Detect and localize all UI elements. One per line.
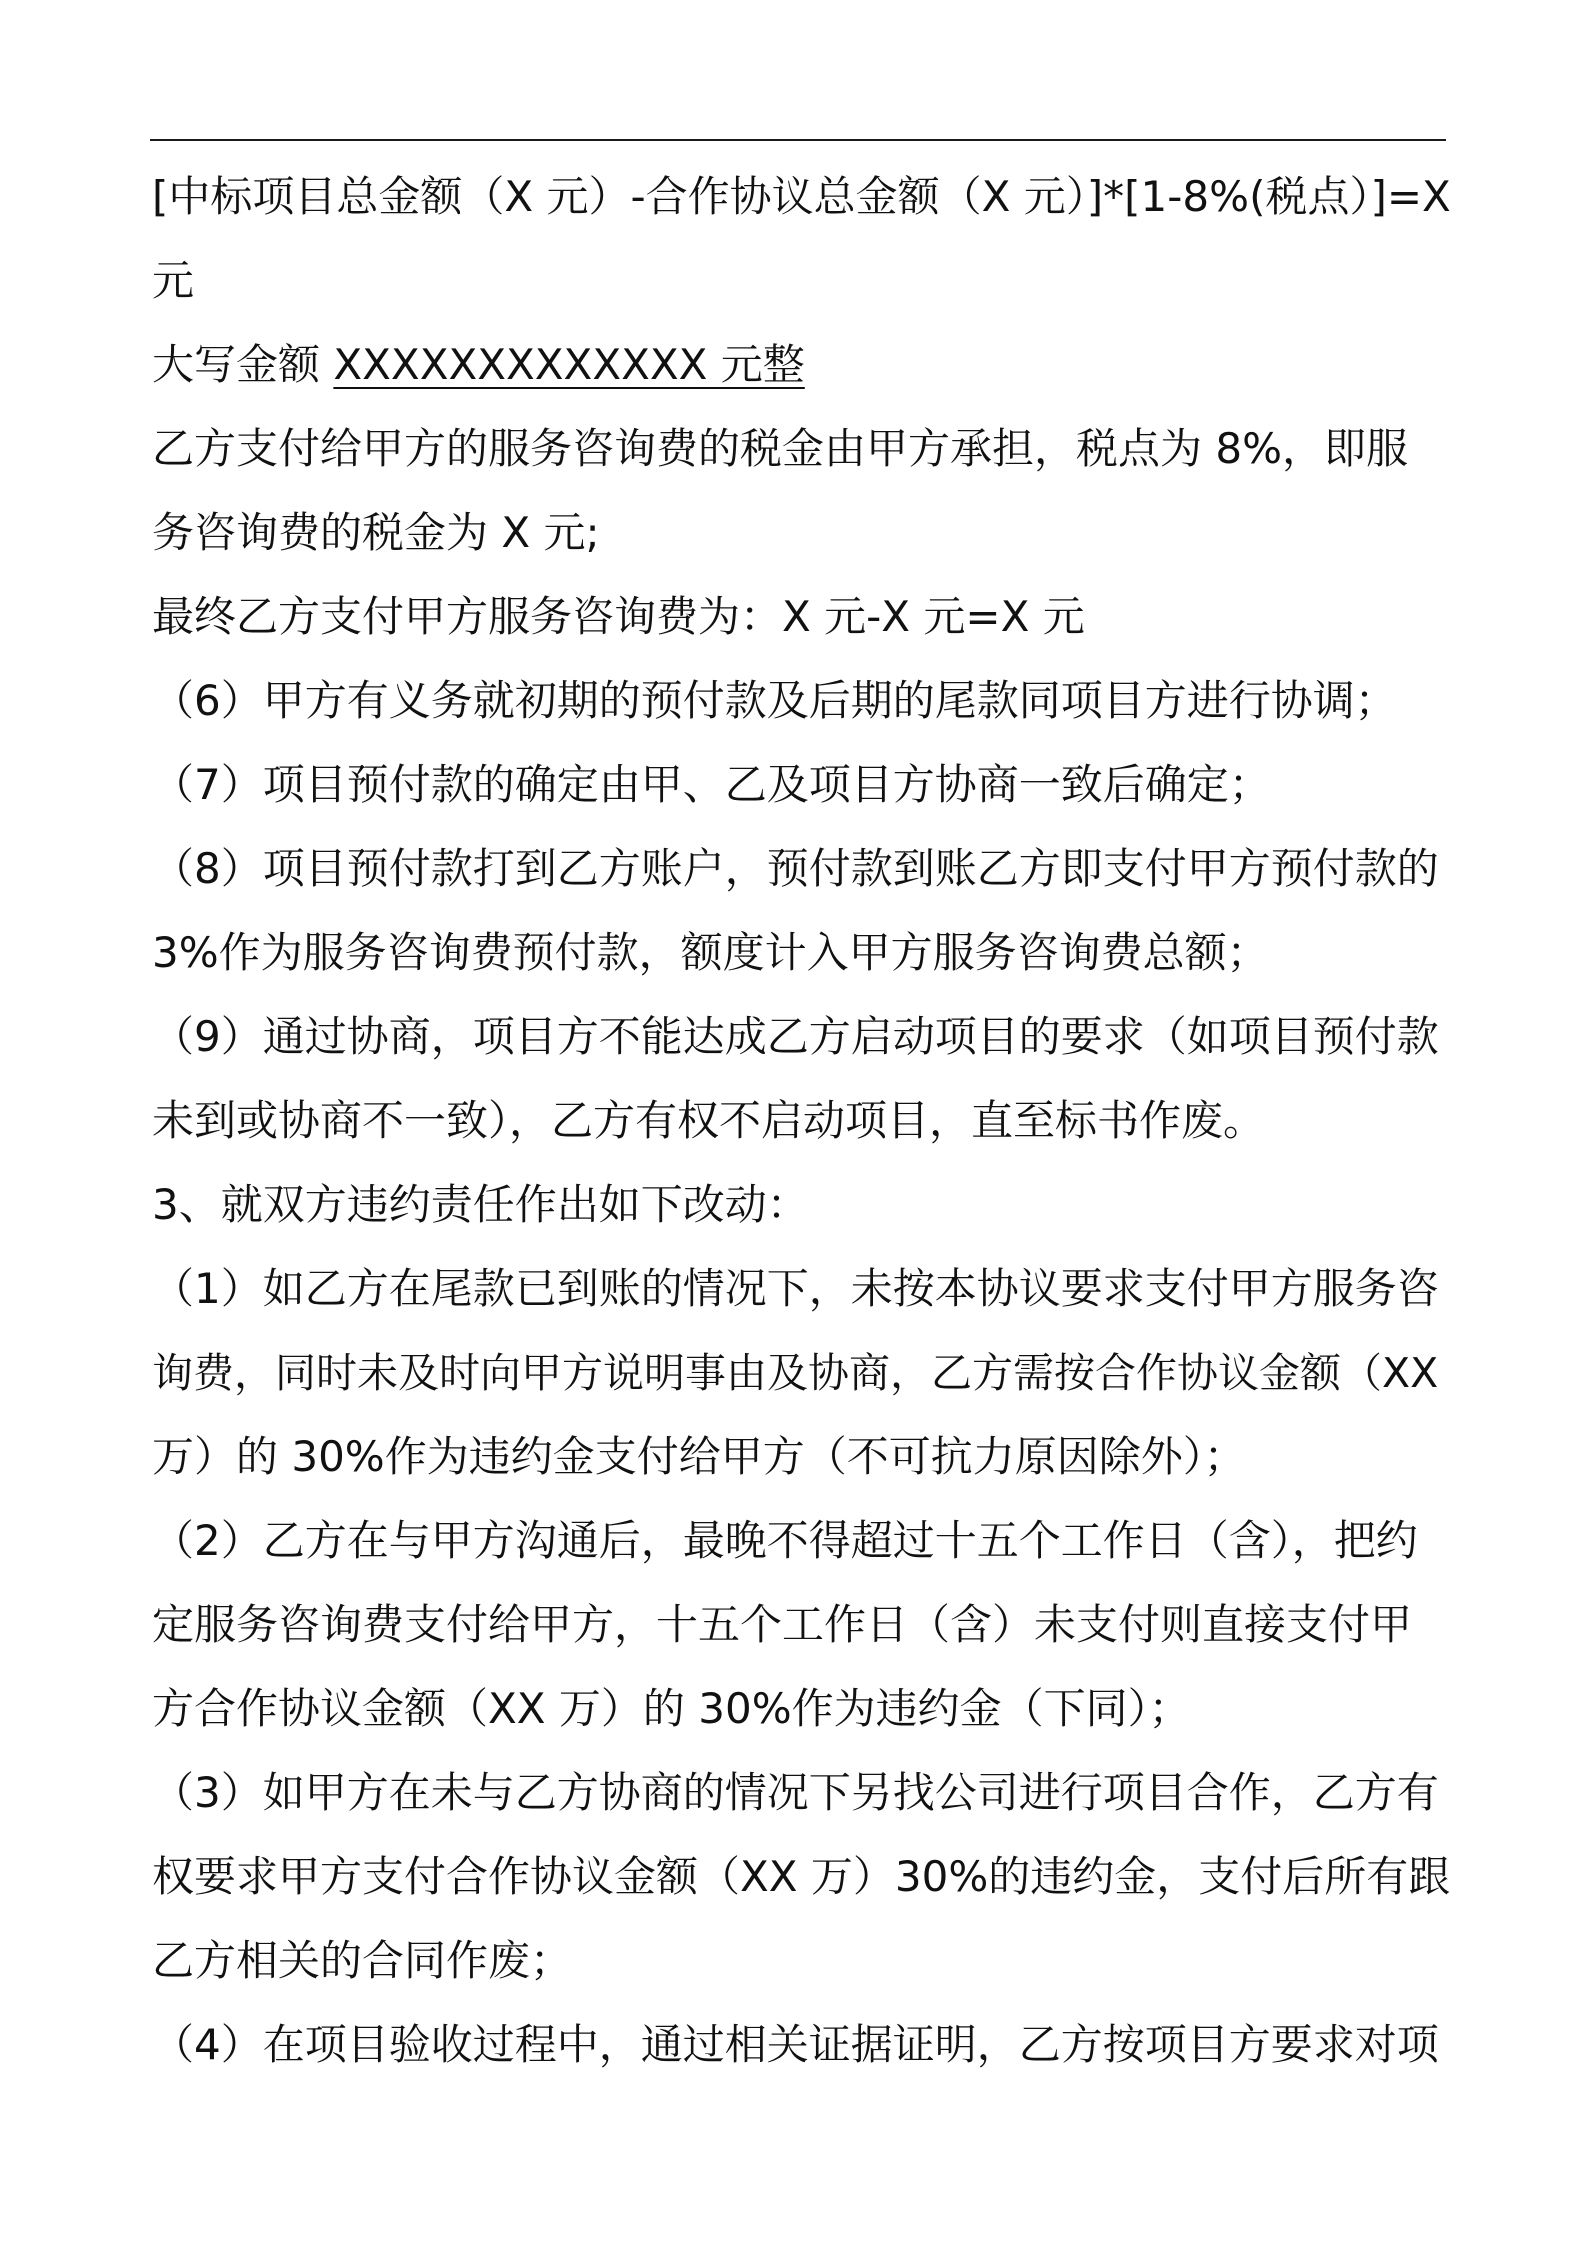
paragraph-line: 务咨询费的税金为 X 元; (152, 508, 600, 557)
clause-6: （6）甲方有义务就初期的预付款及后期的尾款同项目方进行协调； (152, 676, 1397, 725)
breach-clause-2-cont: 定服务咨询费支付给甲方，十五个工作日（含）未支付则直接支付甲 (152, 1600, 1413, 1649)
formula-line-cont: 元 (152, 256, 195, 305)
breach-clause-1-cont: 万）的 30%作为违约金支付给甲方（不可抗力原因除外）； (152, 1432, 1246, 1481)
section-heading-3: 3、就双方违约责任作出如下改动： (152, 1180, 809, 1229)
breach-clause-1-cont: 询费，同时未及时向甲方说明事由及协商，乙方需按合作协议金额（XX (152, 1349, 1439, 1397)
clause-8-cont: 3%作为服务咨询费预付款，额度计入甲方服务咨询费总额； (152, 928, 1269, 977)
clause-9: （9）通过协商，项目方不能达成乙方启动项目的要求（如项目预付款 (152, 1012, 1439, 1061)
breach-clause-1: （1）如乙方在尾款已到账的情况下，未按本协议要求支付甲方服务咨 (152, 1264, 1439, 1313)
clause-8: （8）项目预付款打到乙方账户，预付款到账乙方即支付甲方预付款的 (152, 844, 1439, 893)
amount-in-words-label: 大写金额 (152, 340, 321, 389)
paragraph-line: 最终乙方支付甲方服务咨询费为：X 元-X 元=X 元 (152, 592, 1085, 641)
breach-clause-3-cont: 权要求甲方支付合作协议金额（XX 万）30%的违约金，支付后所有跟 (152, 1852, 1451, 1901)
amount-in-words-line (152, 323, 1452, 407)
paragraph-line: 乙方支付给甲方的服务咨询费的税金由甲方承担，税点为 8%，即服 (152, 424, 1408, 473)
breach-clause-3-cont: 乙方相关的合同作废； (152, 1936, 573, 1985)
formula-line: [中标项目总金额（X 元）-合作协议总金额（X 元）]*[1-8%(税点）]=X (152, 172, 1451, 221)
document-body (152, 155, 1452, 2087)
header-rule (150, 139, 1446, 141)
clause-9-cont: 未到或协商不一致），乙方有权不启动项目，直至标书作废。 (152, 1096, 1266, 1145)
breach-clause-2: （2）乙方在与甲方沟通后，最晚不得超过十五个工作日（含），把约 (152, 1516, 1418, 1565)
breach-clause-3: （3）如甲方在未与乙方协商的情况下另找公司进行项目合作，乙方有 (152, 1768, 1439, 1817)
breach-clause-2-cont: 方合作协议金额（XX 万）的 30%作为违约金（下同）； (152, 1684, 1191, 1733)
amount-in-words-value: XXXXXXXXXXXXX 元整 (333, 340, 805, 389)
clause-7: （7）项目预付款的确定由甲、乙及项目方协商一致后确定； (152, 760, 1271, 809)
breach-clause-4: （4）在项目验收过程中，通过相关证据证明，乙方按项目方要求对项 (152, 2020, 1439, 2069)
